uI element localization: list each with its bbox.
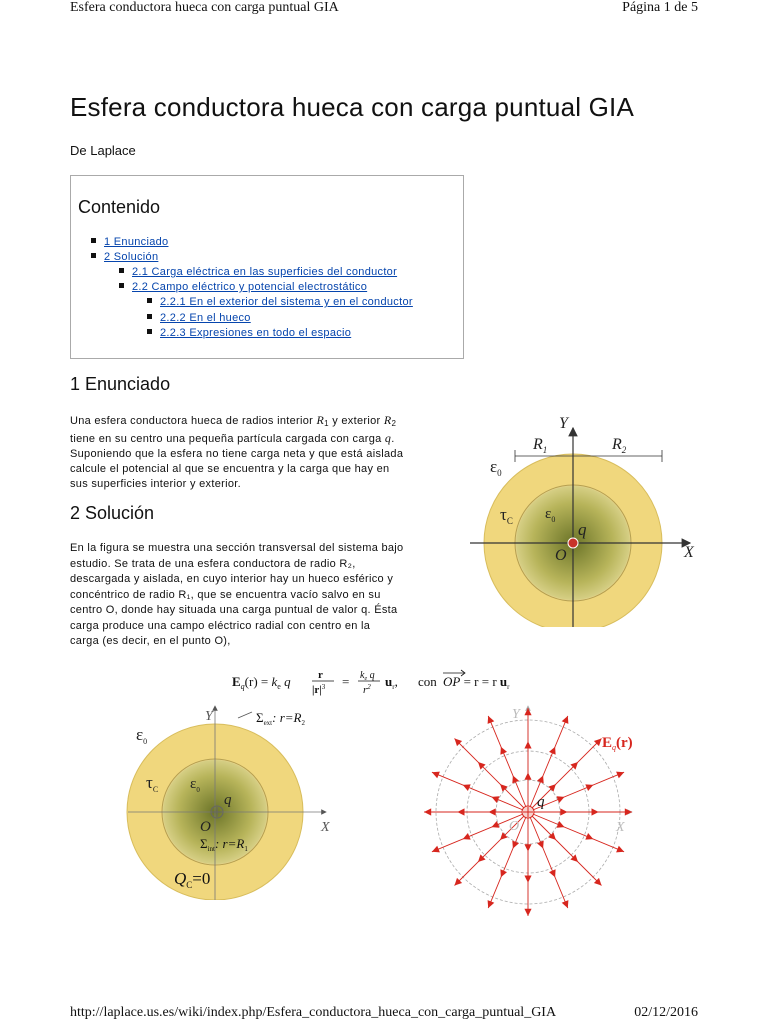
frac2-numerator: $k_e$ q [360, 670, 375, 682]
toc-link-campo[interactable]: 2.2 Campo eléctrico y potencial electrostático [132, 281, 368, 293]
solucion-paragraph [70, 541, 465, 650]
var-r2: R [383, 413, 392, 427]
var-q: q [384, 431, 392, 445]
section-heading-solucion: 2 Solución [70, 503, 155, 523]
enunciado-paragraph [70, 413, 460, 492]
field-label: $E_q(r)$ [602, 735, 633, 752]
print-header [70, 0, 698, 20]
text-run: y exterior [328, 415, 384, 427]
field-arrowhead [489, 808, 496, 815]
toc-item [91, 251, 158, 263]
x-axis-label: X [321, 820, 330, 835]
origin-label: O [200, 819, 211, 835]
frac1-numerator: r [318, 669, 323, 681]
formula-op: OP = r = r $u_r$ [443, 674, 510, 691]
origin-label: O [509, 819, 520, 834]
print-footer [70, 1005, 698, 1023]
formula-unit-vector: $u_r$, [385, 674, 398, 691]
field-formula [232, 666, 552, 696]
epsilon-outer-label: $\varepsilon_0$ [136, 725, 148, 746]
toc-item [91, 236, 168, 248]
sigma-ext-leader [238, 712, 252, 718]
toc-item [147, 327, 351, 339]
formula-equals: = [342, 674, 350, 689]
toc-item [147, 312, 251, 324]
page-title: Esfera conductora hueca con carga puntual GIA [70, 92, 635, 122]
text-run: sus superficies interior y exterior. [70, 478, 241, 490]
print-footer-date: 02/12/2016 [634, 1005, 698, 1020]
var-r1: R [316, 413, 325, 427]
byline: De Laplace [70, 143, 136, 158]
field-arrowhead [524, 909, 531, 916]
toc-link-expresiones[interactable]: 2.2.3 Expresiones en todo el espacio [160, 327, 352, 339]
figure-cross-section [470, 412, 710, 627]
epsilon-inner-label: $\varepsilon_0$ [190, 776, 200, 794]
toc-heading: Contenido [78, 197, 161, 217]
subscript: 1 [324, 419, 329, 428]
toc-link-hueco[interactable]: 2.2.2 En el hueco [160, 312, 251, 324]
toc-item [119, 281, 367, 293]
toc-item [147, 296, 413, 308]
frac1-denominator: $|r|^3$ [312, 683, 326, 696]
toc-link-carga[interactable]: 2.1 Carga eléctrica en las superficies del conductor [132, 266, 398, 278]
y-axis-label: Y [512, 707, 520, 722]
toc-link-exterior[interactable]: 2.2.1 En el exterior del sistema y en el conductor [160, 296, 413, 308]
print-header-title: Esfera conductora hueca con carga puntual GIA [70, 0, 339, 15]
formula-render [232, 666, 552, 696]
formula-lhs: $E_q(r) = k_e$ q [232, 674, 291, 691]
origin-label: O [555, 547, 567, 564]
sigma-ext-label: $\Sigma_{ext}$: $r=R_2$ [256, 710, 305, 727]
text-line: En la figura se muestra una sección transversal del sistema bajo [70, 542, 404, 554]
field-arrowhead [625, 808, 632, 815]
charge-label: q [578, 520, 587, 539]
r2-label: $R_2$ [612, 436, 627, 455]
x-axis-label: X [684, 544, 694, 561]
field-arrowhead [457, 808, 464, 815]
text-line: carga (es decir, en el punto O), [70, 635, 231, 647]
field-arrowhead [524, 708, 531, 715]
toc-item [119, 266, 397, 278]
text-line: carga produce una campo eléctrico radial con centro en la [70, 619, 371, 632]
tau-conductor-label: $\tau_C$ [500, 505, 513, 526]
field-arrowhead [524, 773, 531, 780]
epsilon-outer-label: $\varepsilon_0$ [490, 457, 502, 478]
figure-conductor-surfaces [126, 700, 356, 900]
print-footer-url: http://laplace.us.es/wiki/index.php/Esfera_conductora_hueca_con_carga_puntual_GIA [70, 1005, 557, 1020]
text-line: concéntrico de radio R₁, que se encuentra vacío salvo en su [70, 588, 381, 601]
toc-link-enunciado[interactable]: 1 Enunciado [104, 236, 169, 248]
x-axis-label: X [616, 820, 625, 835]
formula-con: con [418, 674, 437, 689]
r1-label: $R_1$ [533, 436, 548, 455]
table-of-contents [70, 175, 464, 359]
charge-label: q [224, 792, 232, 808]
subscript: 2 [391, 419, 397, 428]
field-arrowhead [524, 844, 531, 851]
field-line [455, 739, 529, 813]
text-line: centro O, donde hay situada una carga puntual de valor q. Ésta [70, 604, 398, 616]
text-run: Una esfera conductora hueca de radios interior [70, 415, 317, 427]
field-arrowhead [560, 808, 567, 815]
y-axis-label: Y [559, 415, 568, 432]
text-line: descargada y aislada, en cuyo interior hay un hueco esférico y [70, 573, 394, 585]
text-run: . [391, 433, 395, 445]
field-arrowhead [524, 876, 531, 883]
tau-conductor-label: $\tau_C$ [146, 773, 159, 794]
text-run: calcule el potencial al que se encuentra y la carga que hay en [70, 463, 390, 475]
figure-radial-field [400, 700, 660, 920]
section-heading-enunciado: 1 Enunciado [70, 374, 171, 394]
qc-label: $Q_C=0$ [174, 869, 211, 890]
y-axis-label: Y [205, 709, 213, 724]
charge-label: q [537, 794, 545, 810]
field-line [528, 812, 602, 886]
print-page-number: Página 1 de 5 [622, 0, 698, 15]
point-charge [568, 538, 578, 548]
frac2-denominator: $r^2$ [363, 683, 371, 696]
toc-link-solucion[interactable]: 2 Solución [104, 251, 159, 263]
field-arrowhead [424, 808, 431, 815]
text-run: tiene en su centro una pequeña partícula cargada con carga [70, 433, 385, 445]
text-run: Suponiendo que la esfera no tiene carga neta y que está aislada [70, 448, 404, 460]
text-line: estudio. Se trata de una esfera conductora de radio R₂, [70, 557, 356, 570]
field-arrowhead [524, 741, 531, 748]
epsilon-inner-label: $\varepsilon_0$ [545, 506, 556, 524]
sigma-int-label: $\Sigma_{int}$: $r=R_1$ [200, 836, 248, 853]
field-arrowhead [592, 808, 599, 815]
